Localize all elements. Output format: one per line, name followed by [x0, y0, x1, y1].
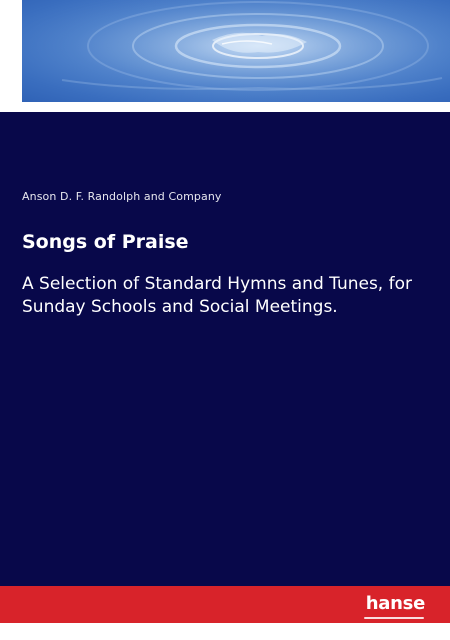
- publisher-logo-underline: [364, 617, 424, 619]
- publisher-footer: [0, 586, 450, 623]
- book-author: Anson D. F. Randolph and Company: [22, 190, 222, 203]
- water-ripple-image: [22, 0, 450, 102]
- publisher-logo: hanse: [365, 593, 425, 614]
- book-title: Songs of Praise: [22, 231, 189, 253]
- cover-panel: [0, 112, 450, 586]
- book-subtitle: A Selection of Standard Hymns and Tunes, for Sunday Schools and Social Meetings.: [22, 274, 412, 317]
- water-ripple-graphic: [22, 0, 450, 102]
